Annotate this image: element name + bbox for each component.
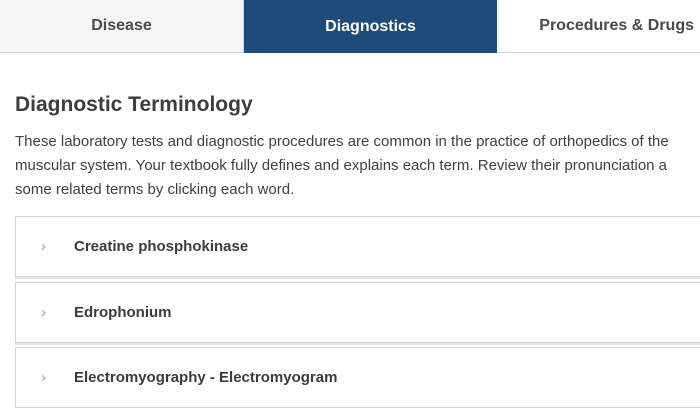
section-title: Diagnostic Terminology xyxy=(15,93,253,116)
chevron-right-icon: › xyxy=(41,304,46,321)
intro-paragraph xyxy=(15,130,700,202)
tab-procedures-drugs[interactable]: Procedures & Drugs xyxy=(497,0,700,52)
tab-disease[interactable]: Disease xyxy=(0,0,244,52)
accordion-label: Creatine phosphokinase xyxy=(74,238,249,255)
tab-bar xyxy=(0,0,700,53)
chevron-right-icon: › xyxy=(41,369,46,386)
chevron-right-icon: › xyxy=(41,238,46,255)
intro-line: some related terms by clicking each word. xyxy=(15,181,295,198)
accordion-item-edrophonium[interactable] xyxy=(15,282,700,343)
tab-diagnostics[interactable]: Diagnostics xyxy=(244,0,497,53)
accordion-label: Electromyography - Electromyogram xyxy=(74,369,338,386)
accordion-label: Edrophonium xyxy=(74,304,172,321)
accordion-item-electromyography[interactable] xyxy=(15,347,700,408)
intro-line: muscular system. Your textbook fully defines and explains each term. Review their pronunciation a xyxy=(15,157,668,174)
intro-line: These laboratory tests and diagnostic procedures are common in the practice of orthopedics of the xyxy=(15,133,669,150)
accordion-item-creatine-phosphokinase[interactable] xyxy=(15,216,700,277)
